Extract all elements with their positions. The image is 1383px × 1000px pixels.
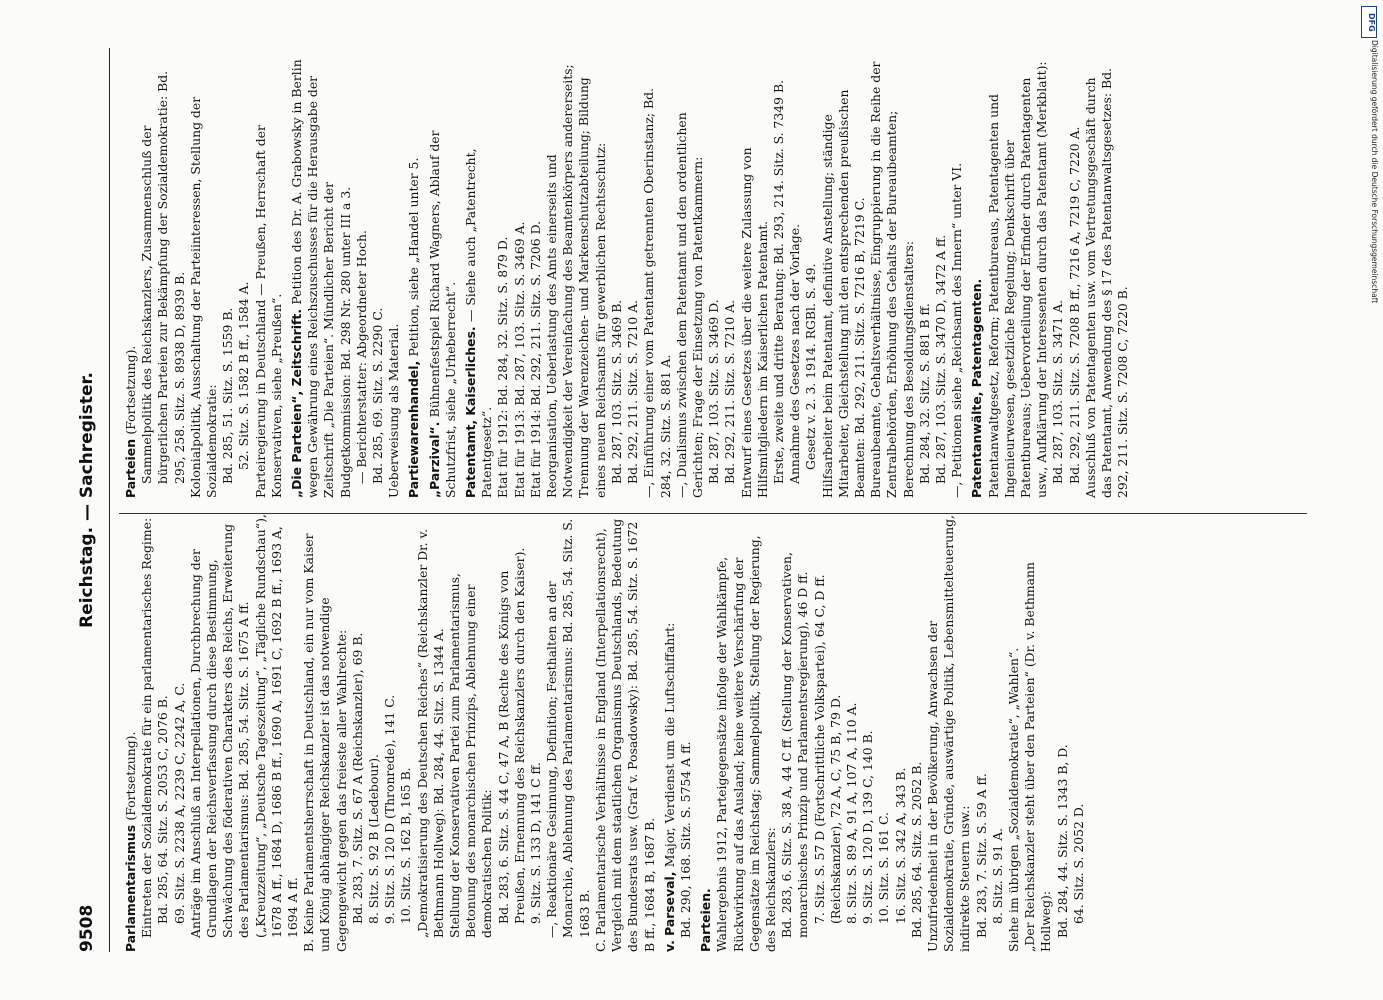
page-header: [77, 48, 103, 952]
index-entry: Erste, zweite und dritte Beratung: Bd. 293, 214. Sitz. S. 7349 B.: [770, 79, 786, 484]
index-entry: Unzufriedenheit in der Bevölkerung, Anwachsen der Sozialdemokratie, Gründe, auswärtige Politik, Lebensmittelteuerung, indirekte Steuern usw.:: [924, 515, 972, 952]
index-entry: Patentanwaltgesetz, Reform; Patentbureaus, Patentagenten und Ingenieurwesen, gesetzliche Regelung; Denkschrift über Patentbureaus; Uebervorteilung der Erfinder durch Patentagenten usw., Aufklärung der Interessenten durch das Patentamt (Merkblatt):: [985, 61, 1049, 498]
page-body: [47, 20, 1337, 980]
index-entry: Bd. 284, 32. Sitz. S. 881 B ff.: [916, 303, 932, 484]
header-rule: [109, 48, 110, 952]
heading-continuation: Major, Verdienst um die Luftschiffahrt:: [661, 622, 677, 868]
index-entry: Anträge im Anschluß an Interpellationen, Durchbrechung der Grundlagen der Reichsverfassung durch diese Bestimmung, Schwächung des föderativen Charakters des Reichs, Erweiterung des Parlamentarismus: Bd. 285, 54. Sitz. S. 1675 A ff. („Kreuzzeitung“, „Deutsche Tageszeitung“, „Tägliche Rundschau“), 1678 A ff., 1684 D, 1686 B ff., 1690 A, 1691 C, 1692 B ff., 1693 A, 1694 A ff.: [187, 514, 300, 938]
heading-text: Partiewarenhandel,: [405, 360, 421, 498]
running-title: Reichstag. — Sachregister.: [76, 372, 97, 628]
index-entry: Bureaubeamte, Gehaltsverhältnisse, Eingruppierung in die Reihe der Zentralbehörden, Erhöhung des Gehalts der Bureaubeamten; Berechnung des Besoldungsdienstalters:: [867, 61, 916, 498]
right-column: [119, 58, 1131, 498]
index-entry: Stellung der Konservativen Partei zum Parlamentarismus, Betonung des monarchischen Prinzips, Ablehnung einer demokratischen Politik:: [446, 573, 494, 938]
digitization-credit: Digitalisierung gefördert durch die Deutsche Forschungsgemeinschaft: [1370, 40, 1379, 304]
heading-text: Patentanwälte, Patentagenten.: [968, 278, 984, 498]
index-entry: 16. Sitz. S. 342 A, 343 B.: [892, 767, 908, 924]
heading-text: Parlamentarismus: [122, 824, 138, 952]
index-entry: 64. Sitz. S. 2052 D.: [1070, 803, 1086, 924]
entry-heading: [969, 58, 985, 498]
index-entry: Reorganisation, Ueberlastung des Amts einerseits und Notwendigkeit der Vereinfachung des Beamtenkörpers andererseits; Trennung der Warenzeichen- und Markenschutzabteilung; Bildung eines neuen Reichsamts für gewerblichen Rechtsschutz:: [543, 64, 608, 498]
heading-text: Parteien.: [697, 888, 713, 952]
index-entry: 10. Sitz. S. 161 C.: [875, 812, 891, 924]
heading-continuation: (Fortsetzung).: [122, 731, 138, 821]
entry-heading: [661, 512, 677, 952]
index-entry: C. Parlamentarische Verhältnisse in England (Interpellationsrecht), Vergleich mit dem staatlichen Organismus Deutschlands, Bedeutung des Bundesrats usw. (Graf v. Posadowsky): Bd. 285, 54. Sitz. S. 1672 B ff., 1684 B, 1687 B.: [592, 518, 656, 952]
index-entry: Bd. 283, 7. Sitz. S. 67 A (Reichskanzler), 69 B.: [349, 632, 365, 924]
entry-heading: [463, 58, 495, 498]
index-entry: Bd. 287, 103. Sitz. S. 3470 D, 3472 A ff.: [932, 234, 948, 484]
entry-heading: [406, 58, 422, 498]
heading-text: Patentamt, Kaiserliches.: [462, 326, 478, 498]
index-entry: Parteiregierung in Deutschland — Preußen, Herrschaft der Konservativen, siehe „Preußen“.: [252, 125, 284, 498]
index-entry: 9. Sitz. S. 120 D (Thronrede), 141 C.: [381, 694, 397, 924]
index-entry: Bd. 287, 103. Sitz. S. 3469 B.: [608, 299, 624, 484]
heading-continuation: Petition, siehe „Handel unter 5.: [405, 157, 421, 357]
dfg-logo: DFG: [1361, 6, 1377, 38]
index-entry: Annahme des Gesetzes nach der Vorlage.: [786, 223, 802, 484]
index-entry: Siehe im übrigen „Sozialdemokratie“, „Wahlen“.: [1005, 647, 1021, 952]
index-entry: Bd. 292, 211. Sitz. S. 7210 A.: [624, 299, 640, 484]
index-entry: Ausschluß von Patentagenten usw. vom Vertretungsgeschäft durch das Patentamt, Anwendung des § 17 des Patentanwaltsgesetzes: Bd. 292, 211. Sitz. S. 7208 C, 7220 B.: [1082, 68, 1130, 498]
heading-continuation: Petition des Dr. A. Grabowsky in Berlin wegen Gewährung eines Reichszuschusses für die Herausgabe der Zeitschrift „Die Parteien“. Mündlicher Bericht der Budgetkommission: Bd. 298 Nr. 280 unter III a 3.: [288, 59, 353, 498]
index-entry: 9. Sitz. S. 133 D, 141 C ff.: [527, 762, 543, 924]
index-entry: Wahlergebnis 1912, Parteigegensätze infolge der Wahlkämpfe, Rückwirkung auf das Ausland; keine weitere Verschärfung der Gegensätze im Reichstag; Sammelpolitik, Stellung der Regierung, des Reichskanzlers:: [713, 535, 778, 952]
index-entry: 9. Sitz. S. 120 D, 139 C, 140 B.: [859, 730, 875, 924]
left-column: [119, 512, 1087, 952]
index-entry: Bd. 292, 211. Sitz. S. 7208 B ff., 7216 A, 7219 C, 7220 A.: [1066, 126, 1082, 484]
heading-continuation: Bühnenfestspiel Richard Wagners, Ablauf der Schutzfrist, siehe „Urheberrecht“.: [426, 130, 458, 498]
index-entry: Ueberweisung als Material.: [385, 323, 401, 498]
page-number: 9508: [76, 904, 97, 952]
index-entry: — Berichterstatter: Abgeordneter Hoch.: [353, 230, 369, 484]
index-entry: Gesetz v. 2. 3. 1914. RGBl. S. 49.: [802, 263, 818, 470]
index-entry: 7. Sitz. S. 57 D (Fortschrittliche Volkspartei), 64 C, D ff. (Reichskanzler), 72 A, C, 75 B, 79 D.: [811, 574, 843, 924]
index-entry: Bd. 283, 6. Sitz. S. 38 A, 44 C ff. (Stellung der Konservativen, monarchisches Prinzip und Parlamentsregierung), 46 D ff.: [778, 552, 810, 938]
index-entry: —, Dualismus zwischen dem Patentamt und den ordentlichen Gerichten; Frage der Einsetzung von Patentkammern:: [673, 112, 705, 498]
index-entry: Etat für 1912: Bd. 284, 32. Sitz. S. 879 D.: [494, 236, 510, 498]
index-entry: Bd. 285, 51. Sitz. S. 1559 B.: [219, 307, 235, 484]
index-entry: Bd. 285, 64. Sitz. S. 2052 B.: [908, 761, 924, 938]
index-entry: Etat für 1913: Bd. 287, 103. Sitz. S. 3469 A.: [511, 221, 527, 498]
index-entry: Bd. 287, 103. Sitz. S. 3471 A.: [1049, 299, 1065, 484]
entry-heading: [426, 58, 458, 498]
index-entry: —, Einführung einer vom Patentamt getrennten Oberinstanz; Bd. 284, 32. Sitz. S. 881 A.: [640, 88, 672, 498]
index-entry: Bd. 290, 168. Sitz. S. 5754 A ff.: [677, 741, 693, 938]
index-entry: Bd. 283, 6. Sitz. S. 44 C, 47 A, B (Rechte des Königs von Preußen, Ernennung des Reichskanzlers durch den Kaiser).: [495, 547, 527, 924]
index-entry: —, Reaktionäre Gesinnung, Definition; Festhalten an der Monarchie, Ablehnung des Parlamentarismus: Bd. 285, 54. Sitz. S. 1683 B.: [543, 518, 592, 938]
index-entry: —, Petitionen siehe „Reichsamt des Innern“ unter VI.: [948, 162, 964, 498]
heading-text: v. Parseval,: [661, 871, 677, 952]
index-entry: Bd. 287, 103. Sitz. S. 3469 D.: [705, 299, 721, 484]
index-entry: Bd. 285, 64. Sitz. S. 2053 C, 2076 B.: [154, 695, 170, 924]
index-entry: B. Keine Parlamentsherrschaft in Deutschland, ein nur vom Kaiser und König abhängiger Reichskanzler ist das notwendige Gegengewicht gegen das freieste aller Wahlrechte:: [300, 533, 349, 952]
index-entry: Eintreten der Sozialdemokratie für ein parlamentarisches Regime:: [138, 517, 154, 938]
index-entry: „Der Reichskanzler steht über den Parteien“ (Dr. v. Bethmann Hollweg):: [1021, 562, 1053, 952]
index-entry: 8. Sitz. S. 89 A, 91 A, 107 A, 110 A.: [843, 702, 859, 924]
index-entry: „Demokratisierung des Deutschen Reiches“ (Reichskanzler Dr. v. Bethmann Hollweg): Bd. 284, 44. Sitz. S. 1344 A.: [414, 528, 446, 938]
index-entry: Hilfsarbeiter beim Patentamt, definitive Anstellung; ständige Mitarbeiter, Gleichstellung mit den entsprechenden preußischen Beamten: Bd. 292, 211. Sitz. S. 7216 B, 7219 C.: [819, 89, 867, 498]
index-entry: Kolonialpolitik, Ausschaltung der Parteiinteressen, Stellung der Sozialdemokratie:: [187, 96, 219, 498]
entry-heading: [123, 58, 139, 498]
index-entry: Bd. 283, 7. Sitz. S. 59 A ff.: [973, 773, 989, 938]
index-entry: 10. Sitz. S. 162 B, 165 B.: [397, 767, 413, 924]
index-entry: 8. Sitz. S. 91 A.: [989, 827, 1005, 924]
heading-text: Parteien: [122, 438, 138, 498]
entry-heading: [123, 512, 139, 952]
heading-continuation: — Siehe auch „Patentrecht, Patentgesetz“.: [462, 148, 494, 498]
index-entry: Bd. 292, 211. Sitz. S. 7210 A.: [721, 299, 737, 484]
heading-text: „Parzival“.: [426, 421, 442, 498]
entry-heading: [289, 58, 354, 498]
index-entry: Bd. 284, 44. Sitz. S. 1343 B, D.: [1054, 744, 1070, 938]
heading-text: „Die Parteien“, Zeitschrift.: [288, 308, 304, 498]
index-entry: 69. Sitz. S. 2238 A, 2239 C, 2242 A, C.: [171, 682, 187, 924]
index-entry: Sammelpolitik des Reichskanzlers, Zusammenschluß der bürgerlichen Parteien zur Bekämpfung der Sozialdemokratie: Bd. 295, 258. Sitz. S. 8938 D, 8939 B.: [138, 70, 187, 484]
heading-continuation: (Fortsetzung).: [122, 345, 138, 435]
index-entry: Etat für 1914: Bd. 292, 211. Sitz. S. 7206 D.: [527, 220, 543, 498]
index-entry: Bd. 285, 69. Sitz. S. 2290 C.: [369, 307, 385, 484]
index-entry: 52. Sitz. S. 1582 B ff., 1584 A.: [235, 281, 251, 470]
entry-heading: [698, 512, 714, 952]
index-entry: 8. Sitz. S. 92 B (Ledebour).: [365, 754, 381, 924]
index-entry: Entwurf eines Gesetzes über die weitere Zulassung von Hilfsmitgliedern im Kaiserlichen Patentamt.: [738, 147, 770, 498]
